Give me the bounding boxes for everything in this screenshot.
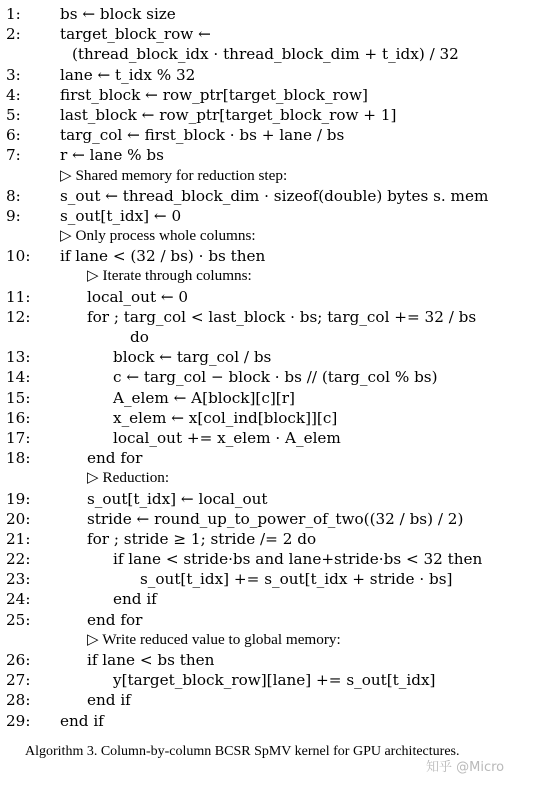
line-number: 8: [6, 186, 21, 205]
algo-line [0, 388, 536, 408]
algo-line [0, 186, 536, 206]
line-number: 16: [6, 408, 31, 427]
line-number: 11: [6, 287, 31, 306]
line-number: 5: [6, 105, 21, 124]
line-code: x_elem ← x[col_ind[block]][c] [113, 408, 338, 427]
line-code: local_out += x_elem · A_elem [113, 428, 341, 447]
algo-line [0, 549, 536, 569]
line-code: first_block ← row_ptr[target_block_row] [60, 85, 368, 104]
line-number: 28: [6, 691, 31, 710]
line-code: end for [87, 610, 143, 629]
algo-line [0, 367, 536, 387]
algo-line [0, 307, 536, 327]
line-number: 10: [6, 247, 31, 266]
line-number: 24: [6, 590, 31, 609]
line-number: 29: [6, 711, 31, 730]
line-number: 17: [6, 428, 31, 447]
line-code: y[target_block_row][lane] += s_out[t_idx] [113, 671, 436, 690]
algo-line [0, 327, 536, 347]
line-number: 26: [6, 651, 31, 669]
algo-line [0, 589, 536, 609]
line-number: 12: [6, 307, 31, 326]
line-comment: ▷ Iterate through columns: [87, 267, 252, 285]
line-number: 3: [6, 65, 21, 84]
line-comment: ▷ Reduction: [87, 469, 170, 487]
line-code: for ; stride ≥ 1; stride /= 2 do [87, 529, 317, 548]
line-code: if lane < (32 / bs) · bs then [60, 247, 266, 266]
algo-line [0, 610, 536, 630]
line-code: A_elem ← A[block][c][r] [113, 388, 295, 407]
line-code: target_block_row ← [60, 25, 211, 44]
line-number: 1: [6, 5, 21, 23]
algo-line [0, 650, 536, 670]
algo-line [0, 24, 536, 44]
algo-line [0, 670, 536, 690]
algo-line [0, 125, 536, 145]
line-number: 18: [6, 449, 31, 468]
line-code: stride ← round_up_to_power_of_two((32 / bs) / 2) [87, 509, 464, 528]
algo-line [0, 44, 536, 64]
algo-comment-line [0, 226, 536, 246]
line-number: 2: [6, 25, 21, 44]
algo-line [0, 448, 536, 468]
line-code: end if [113, 590, 157, 609]
line-code: end if [60, 711, 104, 730]
line-code: for ; targ_col < last_block · bs; targ_col += 32 / bs [87, 307, 477, 326]
line-number: 6: [6, 126, 21, 145]
algo-line [0, 287, 536, 307]
line-number: 23: [6, 570, 31, 589]
algo-line [0, 711, 536, 731]
line-comment: ▷ Shared memory for reduction step: [60, 166, 288, 184]
line-number: 7: [6, 146, 21, 165]
algo-line [0, 347, 536, 367]
algo-line [0, 105, 536, 125]
line-code: block ← targ_col / bs [113, 348, 272, 367]
line-code: end for [87, 449, 143, 468]
line-number: 27: [6, 671, 31, 690]
line-number: 15: [6, 388, 31, 407]
line-code: s_out[t_idx] ← 0 [60, 206, 182, 225]
line-comment: ▷ Only process whole columns: [60, 227, 256, 245]
line-code: s_out[t_idx] ← local_out [87, 489, 268, 508]
algo-line [0, 145, 536, 165]
line-code: if lane < stride·bs and lane+stride·bs < 32 then [113, 550, 483, 569]
line-code: s_out[t_idx] += s_out[t_idx + stride · bs] [140, 570, 453, 589]
line-code: local_out ← 0 [87, 287, 189, 306]
algo-comment-line [0, 166, 536, 186]
line-number: 20: [6, 509, 31, 528]
line-comment: ▷ Write reduced value to global memory: [87, 630, 341, 648]
line-number: 25: [6, 610, 31, 629]
algo-line [0, 65, 536, 85]
line-code: end if [87, 691, 131, 710]
line-code: r ← lane % bs [60, 146, 164, 165]
line-code: lane ← t_idx % 32 [60, 65, 196, 84]
line-code: bs ← block size [60, 5, 176, 23]
algorithm-caption: Algorithm 3. Column-by-column BCSR SpMV kernel for GPU architectures. [25, 744, 460, 759]
algo-line [0, 206, 536, 226]
line-number: 19: [6, 489, 31, 508]
line-number: 13: [6, 348, 31, 367]
algo-comment-line [0, 630, 536, 650]
line-code: last_block ← row_ptr[target_block_row + 1] [60, 105, 397, 124]
watermark: 知乎 @Micro [426, 760, 505, 775]
line-code: if lane < bs then [87, 651, 215, 669]
algo-line [0, 529, 536, 549]
algo-comment-line [0, 468, 536, 488]
line-number: 4: [6, 85, 21, 104]
algo-line [0, 4, 536, 24]
algorithm-listing [0, 4, 536, 731]
line-code: s_out ← thread_block_dim · sizeof(double) bytes s. mem [60, 186, 489, 205]
algo-line [0, 85, 536, 105]
line-number: 9: [6, 206, 21, 225]
algo-line [0, 408, 536, 428]
line-code: c ← targ_col − block · bs // (targ_col % bs) [113, 368, 438, 387]
line-number: 22: [6, 550, 31, 569]
algo-comment-line [0, 266, 536, 286]
algo-line [0, 569, 536, 589]
line-code: do [130, 328, 149, 346]
line-code: (thread_block_idx · thread_block_dim + t_idx) / 32 [72, 45, 459, 64]
line-number: 14: [6, 368, 31, 387]
algo-line [0, 509, 536, 529]
algo-line [0, 690, 536, 710]
algo-line [0, 428, 536, 448]
algo-line [0, 246, 536, 266]
algo-line [0, 489, 536, 509]
line-code: targ_col ← first_block · bs + lane / bs [60, 126, 345, 145]
line-number: 21: [6, 529, 31, 548]
